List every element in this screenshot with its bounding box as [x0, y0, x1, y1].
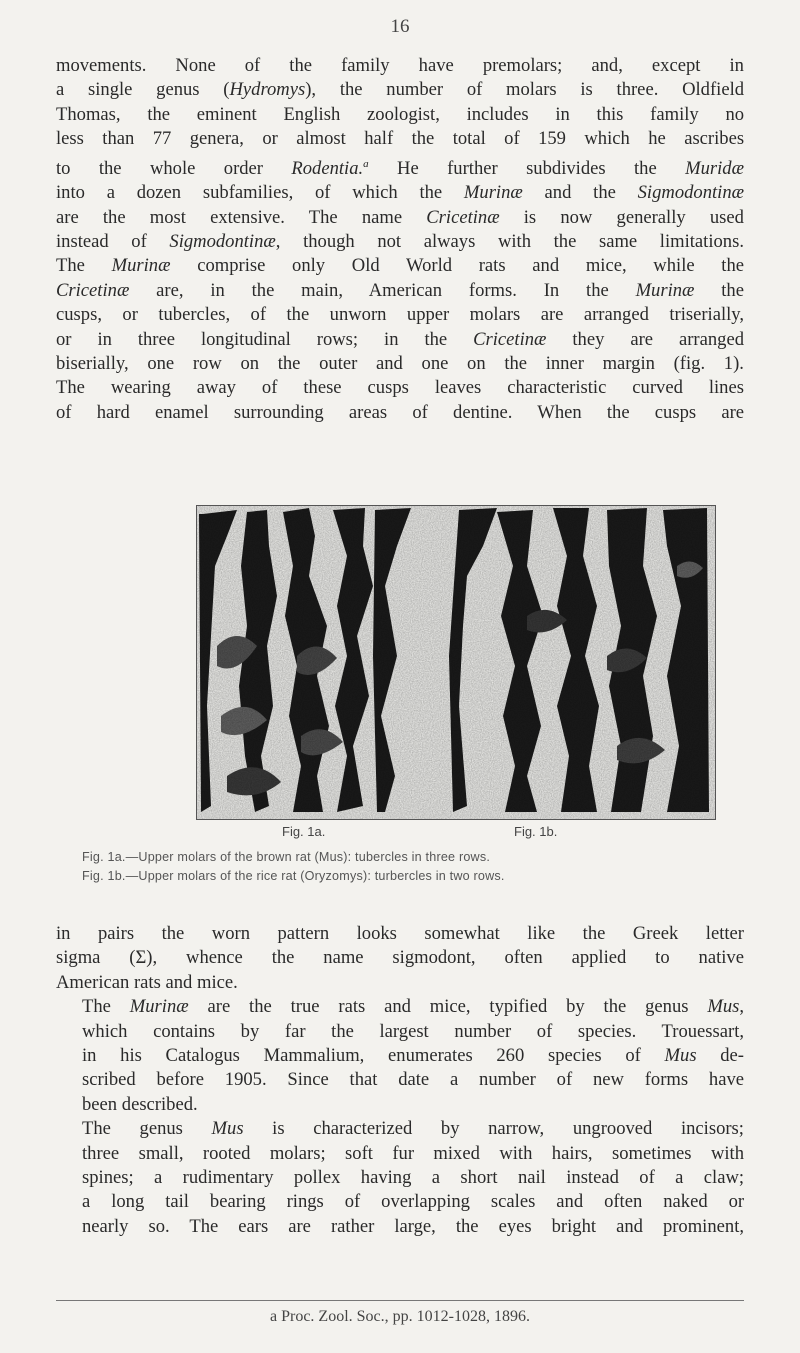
text-line: biserially, one row on the outer and one on the inner margin (fig. 1). [56, 353, 744, 375]
paragraph [56, 995, 744, 1117]
text-line: are the most extensive. The name Cricetinæ is now generally used [56, 206, 744, 228]
text-line: or in three longitudinal rows; in the Cricetinæ they are arranged [56, 328, 745, 350]
text-line: to the whole order Rodentia.$^a$ He further subdivides the Muridæ [56, 157, 744, 179]
paragraph [56, 922, 744, 995]
text-line: The Murinæ are the true rats and mice, typified by the genus Mus, [82, 996, 745, 1018]
text-line: spines; a rudimentary pollex having a short nail instead of a claw; [82, 1167, 745, 1189]
molar-photographs [197, 506, 715, 819]
figure-label-1a: Fig. 1a. [282, 824, 326, 839]
body-text-bottom [56, 922, 744, 1239]
text-line: movements. None of the family have premolars; and, except in [56, 55, 744, 76]
text-line: three small, rooted molars; soft fur mixed with hairs, sometimes with [82, 1142, 744, 1164]
text-line: in pairs the worn pattern looks somewhat like the Greek letter [56, 923, 744, 944]
body-text-top [56, 54, 744, 425]
text-line: cusps, or tubercles, of the unworn upper molars are arranged triserially, [56, 304, 745, 326]
text-line: sigma (Σ), whence the name sigmodont, often applied to native [56, 947, 744, 969]
footnote: a Proc. Zool. Soc., pp. 1012-1028, 1896. [270, 1308, 530, 1325]
figure-molars [196, 505, 716, 820]
page-number: 16 [390, 16, 410, 37]
text-line: of hard enamel surrounding areas of dentine. When the cusps are [56, 401, 745, 423]
text-line: been described. [82, 1093, 198, 1115]
text-line: in his Catalogus Mammalium, enumerates 260 species of Mus de- [82, 1045, 744, 1067]
figure-caption-1a: Fig. 1a.—Upper molars of the brown rat (Mus): tubercles in three rows. [82, 850, 491, 864]
paragraph [56, 1117, 744, 1239]
text-line: instead of Sigmodontinæ, though not always with the same limitations. [56, 231, 744, 253]
text-line: nearly so. The ears are rather large, the eyes bright and prominent, [82, 1215, 745, 1237]
text-line: The Murinæ comprise only Old World rats and mice, while the [56, 255, 745, 277]
text-line: Cricetinæ are, in the main, American forms. In the Murinæ the [56, 279, 744, 301]
text-line: The wearing away of these cusps leaves characteristic curved lines [56, 377, 744, 399]
footnote-rule [56, 1300, 744, 1301]
figure-caption-1b: Fig. 1b.—Upper molars of the rice rat (Oryzomys): turbercles in two rows. [82, 869, 505, 883]
figure-label-1b: Fig. 1b. [514, 824, 558, 839]
text-line: The genus Mus is characterized by narrow, ungrooved incisors; [82, 1118, 744, 1140]
text-line: Thomas, the eminent English zoologist, includes in this family no [56, 103, 745, 125]
figure-labels [0, 824, 800, 844]
text-line: less than 77 genera, or almost half the total of 159 which he ascribes [56, 128, 745, 150]
text-line: a single genus (Hydromys), the number of molars is three. Oldfield [56, 79, 745, 101]
text-line: a long tail bearing rings of overlapping scales and often naked or [82, 1191, 745, 1213]
text-line: which contains by far the largest number of species. Trouessart, [82, 1020, 745, 1042]
text-line: American rats and mice. [56, 971, 238, 993]
text-line: scribed before 1905. Since that date a number of new forms have [82, 1069, 745, 1091]
paragraph [56, 54, 744, 425]
text-line: into a dozen subfamilies, of which the Murinæ and the Sigmodontinæ [56, 182, 745, 204]
